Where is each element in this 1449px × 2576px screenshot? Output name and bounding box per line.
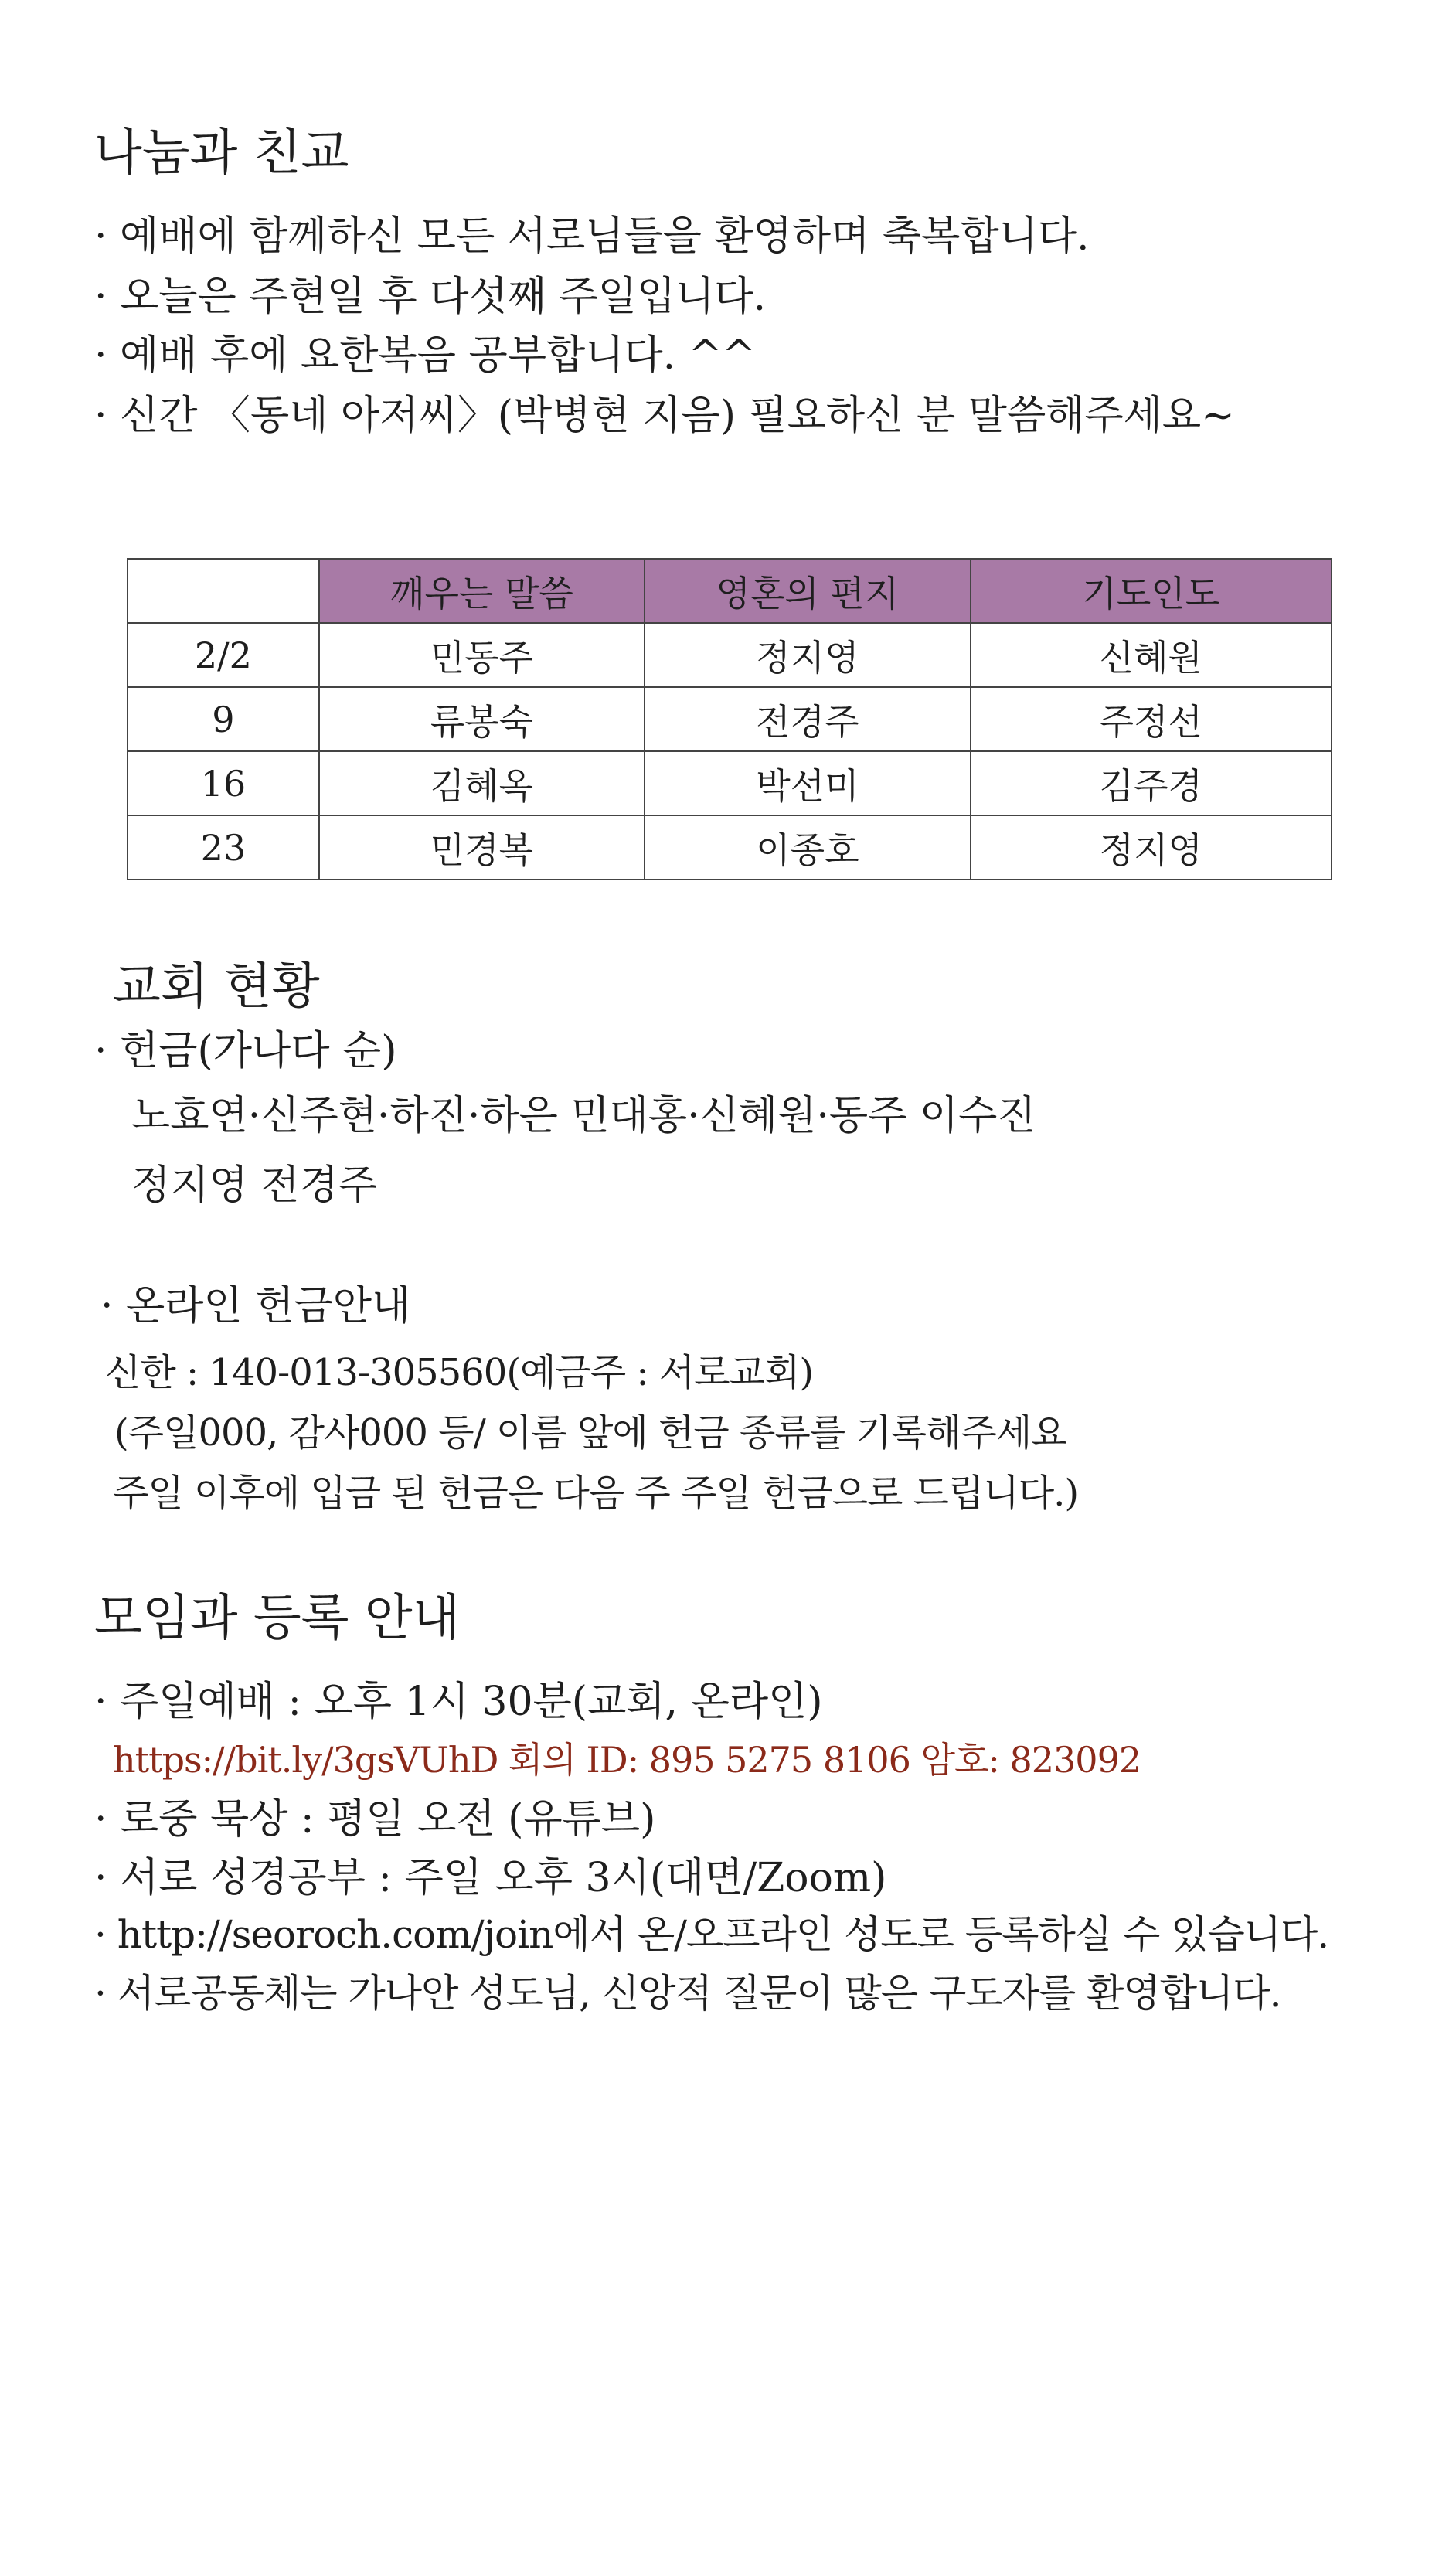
table-cell: 류봉숙: [319, 687, 645, 751]
date-cell: 23: [128, 815, 319, 880]
date-cell: 16: [128, 751, 319, 815]
offering-names: 노효연·신주현·하진·하은 민대홍·신혜원·동주 이수진: [131, 1093, 1036, 1139]
table-cell: 김혜옥: [319, 751, 645, 815]
meditation-info: · 로중 묵상 : 평일 오전 (유튜브): [94, 1796, 656, 1843]
table-header-cell: 기도인도: [971, 559, 1332, 623]
table-header-row: [128, 559, 1332, 623]
fellowship-item: · 예배에 함께하신 모든 서로님들을 환영하며 축복합니다.: [94, 213, 1090, 260]
table-cell: 김주경: [971, 751, 1332, 815]
offering-note: 주일 이후에 입금 된 헌금은 다음 주 주일 헌금으로 드립니다.): [113, 1472, 1079, 1515]
table-header-cell: 영혼의 편지: [645, 559, 970, 623]
welcome-info: · 서로공동체는 가나안 성도님, 신앙적 질문이 많은 구도자를 환영합니다.: [94, 1971, 1281, 2016]
table-row: [128, 687, 1332, 751]
table-cell: 전경주: [645, 687, 970, 751]
fellowship-item: · 신간 〈동네 아저씨〉(박병현 지음) 필요하신 분 말씀해주세요~: [94, 393, 1235, 439]
registration-info: · http://seoroch.com/join에서 온/오프라인 성도로 등록하실 수 있습니다.: [94, 1912, 1329, 1957]
online-offering-label: · 온라인 헌금안내: [100, 1283, 411, 1329]
table-cell: 민경복: [319, 815, 645, 880]
table-cell: 박선미: [645, 751, 970, 815]
table-row: [128, 815, 1332, 880]
date-cell: 9: [128, 687, 319, 751]
offering-label: · 헌금(가나다 순): [94, 1028, 397, 1074]
offering-names: 정지영 전경주: [131, 1162, 377, 1209]
schedule-table: [127, 558, 1332, 880]
offering-note: (주일000, 감사000 등/ 이름 앞에 헌금 종류를 기록해주세요: [114, 1411, 1066, 1455]
table-header-cell: 깨우는 말씀: [319, 559, 645, 623]
table-cell: 주정선: [971, 687, 1332, 751]
fellowship-item: · 예배 후에 요한복음 공부합니다. ^^: [94, 332, 756, 379]
fellowship-item: · 오늘은 주현일 후 다섯째 주일입니다.: [94, 274, 767, 320]
table-cell: 민동주: [319, 623, 645, 687]
table-cell: 정지영: [971, 815, 1332, 880]
bible-study-info: · 서로 성경공부 : 주일 오후 3시(대면/Zoom): [94, 1855, 887, 1901]
fellowship-title: 나눔과 친교: [94, 124, 349, 182]
church-status-title: 교회 현황: [113, 958, 320, 1016]
table-cell: 이종호: [645, 815, 970, 880]
zoom-link[interactable]: https://bit.ly/3gsVUhD 회의 ID: 895 5275 8106 암호: 823092: [113, 1739, 1141, 1781]
table-header-cell: [128, 559, 319, 623]
bank-account: 신한 : 140-013-305560(예금주 : 서로교회): [105, 1351, 814, 1394]
sunday-worship: · 주일예배 : 오후 1시 30분(교회, 온라인): [94, 1679, 823, 1725]
table-row: [128, 751, 1332, 815]
table-cell: 신혜원: [971, 623, 1332, 687]
date-cell: 2/2: [128, 623, 319, 687]
table-cell: 정지영: [645, 623, 970, 687]
meetings-title: 모임과 등록 안내: [94, 1590, 461, 1647]
table-row: [128, 623, 1332, 687]
